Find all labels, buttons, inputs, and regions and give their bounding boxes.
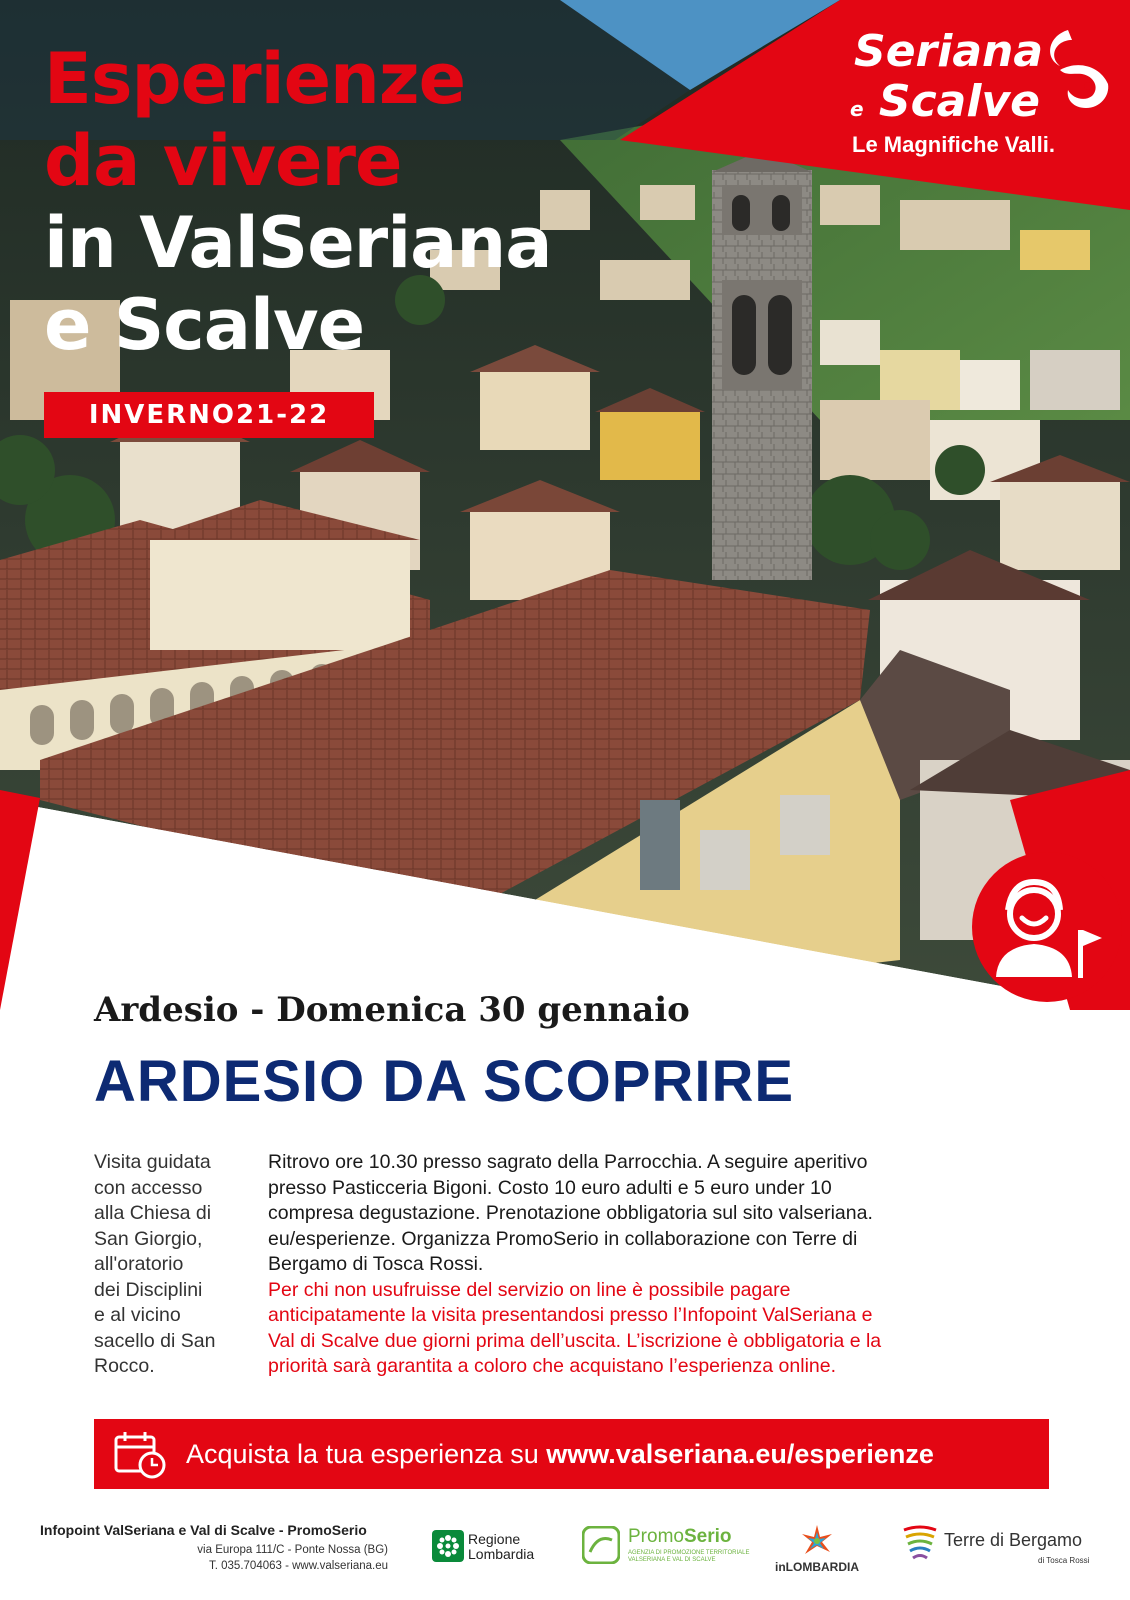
promoserio-logo	[582, 1522, 752, 1576]
logo-line-2	[850, 76, 1040, 127]
side-note-line: alla Chiesa di	[94, 1202, 212, 1224]
side-note-line: Visita guidata	[94, 1151, 211, 1173]
cta-text: Acquista la tua esperienza su	[186, 1439, 539, 1469]
event-title: ARDESIO DA SCOPRIRE	[94, 1049, 795, 1114]
side-note-line: all'oratorio	[94, 1253, 184, 1275]
notice-line: anticipatamente la visita presentandosi presso l’Infopoint ValSeriana e	[268, 1304, 873, 1326]
notice-line: Val di Scalve due giorni prima dell’uscita. L’iscrizione è obbligatoria e la	[268, 1329, 882, 1352]
purchase-banner[interactable]	[94, 1419, 1049, 1489]
brand-mascot-icon	[1038, 26, 1114, 116]
details-line: presso Pasticceria Bigoni. Costo 10 euro adulti e 5 euro under 10	[268, 1176, 832, 1199]
headline-line-2: da vivere	[44, 120, 402, 202]
side-note	[94, 1150, 244, 1380]
logo-line-1: Seriana	[854, 26, 1044, 77]
details-line: eu/esperienze. Organizza PromoSerio in collaborazione con Terre di	[268, 1227, 858, 1250]
terre-di-bergamo-mark-icon	[902, 1524, 938, 1566]
terre-di-bergamo-sub: di Tosca Rossi	[1038, 1556, 1090, 1565]
promoserio-name-b: Serio	[683, 1526, 732, 1547]
event-details	[268, 1150, 1048, 1380]
notice-line: priorità sarà garantita a coloro che acquistano l’esperienza online.	[268, 1355, 837, 1377]
side-note-line: dei Disciplini	[94, 1278, 203, 1301]
season-badge: INVERNO21-22	[44, 392, 374, 438]
promoserio-sub-1: AGENZIA DI PROMOZIONE TERRITORIALE	[628, 1550, 750, 1556]
notice-line: Per chi non usufruisse del servizio on line è possibile pagare	[268, 1278, 791, 1301]
headline-line-3: in ValSeriana	[44, 202, 552, 284]
headline	[44, 38, 552, 366]
calendar-clock-icon	[114, 1431, 166, 1479]
terre-di-bergamo-logo	[902, 1522, 1102, 1576]
purchase-banner-text	[186, 1419, 934, 1489]
inlombardia-text: inLOMBARDIA	[775, 1560, 859, 1574]
cta-url-link[interactable]: www.valseriana.eu/esperienze	[546, 1439, 934, 1469]
rosa-camuna-icon	[432, 1530, 464, 1562]
promoserio-name	[628, 1526, 732, 1548]
footer-address: via Europa 111/C - Ponte Nossa (BG)	[197, 1544, 388, 1556]
inlombardia-logo	[772, 1522, 862, 1576]
headline-line-1: Esperienze	[44, 38, 466, 120]
footer-info	[40, 1522, 390, 1574]
tour-guide-icon	[972, 852, 1122, 1002]
side-note-line: con accesso	[94, 1176, 203, 1199]
promoserio-name-a: Promo	[628, 1526, 684, 1547]
side-note-line: e al vicino	[94, 1304, 181, 1326]
regione-lombardia-logo	[432, 1522, 562, 1576]
footer-title: Infopoint ValSeriana e Val di Scalve - PromoSerio	[40, 1522, 367, 1538]
logo-line-2-small: e	[850, 97, 864, 121]
logo-line-2-text: Scalve	[878, 76, 1040, 127]
side-note-line: San Giorgio,	[94, 1227, 203, 1250]
side-note-line: Rocco.	[94, 1355, 155, 1377]
brand-logo	[850, 26, 1120, 166]
headline-line-4: e Scalve	[44, 284, 365, 366]
side-note-line: sacello di San	[94, 1329, 216, 1352]
details-line: compresa degustazione. Prenotazione obbligatoria sul sito valseriana.	[268, 1202, 873, 1224]
details-line: Bergamo di Tosca Rossi.	[268, 1253, 484, 1275]
logo-tagline: Le Magnifiche Valli.	[852, 132, 1055, 157]
footer-contact: T. 035.704063 - www.valseriana.eu	[209, 1560, 388, 1572]
details-line: Ritrovo ore 10.30 presso sagrato della Parrocchia. A seguire aperitivo	[268, 1151, 868, 1173]
regione-line-2: Lombardia	[468, 1546, 535, 1562]
promoserio-mark-icon	[582, 1526, 620, 1564]
regione-line-1: Regione	[468, 1531, 521, 1547]
event-place-date: Ardesio - Domenica 30 gennaio	[94, 990, 690, 1030]
promoserio-subtitle	[628, 1550, 749, 1564]
terre-di-bergamo-name: Terre di Bergamo	[944, 1530, 1083, 1550]
promoserio-sub-2: VALSERIANA E VAL DI SCALVE	[628, 1557, 716, 1563]
inlombardia-star-icon	[800, 1524, 834, 1558]
regione-lombardia-text	[468, 1532, 534, 1562]
